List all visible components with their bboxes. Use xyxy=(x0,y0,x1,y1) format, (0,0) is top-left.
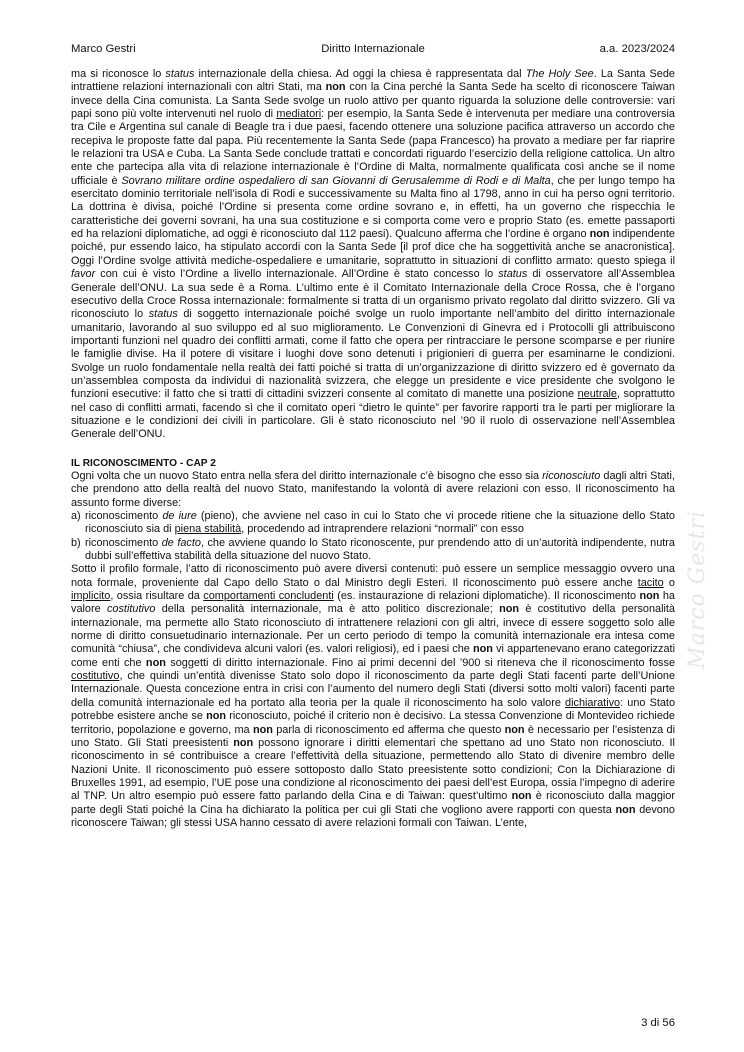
header-year: a.a. 2023/2024 xyxy=(599,43,675,55)
list-item xyxy=(71,537,675,564)
page-content xyxy=(71,68,675,830)
paragraph-soggetti-internazionali: ma si riconosce lo status internazionale della chiesa. Ad oggi la chiesa è rappresentata dal The Holy See. La Santa Sede intrattiene relazioni internazionali con altri Stati, ma non con la Cina perché la Santa Sede ha scelto di riconoscere Taiwan invece della Cina comunista. La Santa Sede svolge un ruolo attivo per quanto riguarda la soluzione delle controversie: vari papi sono più volte intervenuti nel ruolo di mediatori: per esempio, la Santa Sede è intervenuta per mediare una controversia tra Cile e Argentina sul canale di Beagle tra i due paesi, facendo ottenere una soluzione pacifica attraverso un accordo che recepiva le proposte fatte dal papa. Più recentemente la Santa Sede (papa Francesco) ha provato a mediare per far riaprire le relazioni tra USA e Cuba. La Santa Sede conclude trattati e concordati riguardo l’esercizio della religione cattolica. Un altro ente che partecipa alla vita di relazione internazionale è l’Ordine di Malta, normalmente qualificata così anche se il nome ufficiale è Sovrano militare ordine ospedaliero di san Giovanni di Gerusalemme di Rodi e di Malta, che per lungo tempo ha esercitato dominio territoriale nell’isola di Rodi e successivamente su Malta fino al 1798, anno in cui ha perso ogni territorio. La dottrina è divisa, poiché l’Ordine si presenta come ordine sovrano e, in effetti, ha un governo che rispecchia le caratteristiche dei governi sovrani, ha una sua costituzione e si comporta come vero e proprio Stato (es. emette passaporti ed ha relazioni diplomatiche, ad oggi è riconosciuto dal 112 paesi). Qualcuno afferma che l’ordine è organo non indipendente poiché, pur essendo laico, ha stipulato accordi con la Santa Sede [il prof dice che ha soggettività anche se anacronistica]. Oggi l’Ordine svolge attività mediche-ospedaliere e umanitarie, soprattutto in situazioni di conflitto armato: questo spiega il favor con cui è visto l’Ordine a livello internazionale. All’Ordine è stato concesso lo status di osservatore all’Assemblea Generale dell’ONU. La sua sede è a Roma. L’ultimo ente è il Comitato Internazionale della Croce Rossa, che è l’organo esecutivo della Croce Rossa internazionale: formalmente si tratta di un organismo privato regolato dal diritto svizzero. Gli va riconosciuto lo status di soggetto internazionale poiché svolge un ruolo importante nell’ambito del diritto internazionale umanitario, lavorando al suo sviluppo ed al suo miglioramento. Le Convenzioni di Ginevra ed i Protocolli gli attribuiscono importanti funzioni nel quadro dei conflitti armati, come il fatto che opera per rintracciare le persone scomparse e per riunire le famiglie divise. Ha il potere di visitare i luoghi dove sono detenuti i prigionieri di guerra per esaminarne le condizioni. Svolge un ruolo fondamentale nella realtà dei fatti poiché si tratta di un’organizzazione di diritto svizzero ed è governato da un’assemblea composta da individui di nazionalità svizzera, che elegge un presidente e vice presidente che svolgono le funzioni esecutive: il fatto che si tratti di cittadini svizzeri consente al comitato di manette una posizione neutrale, soprattutto nel caso di conflitti armati, facendo sì che il comitato operi “dietro le quinte” per favorire rapporti tra le parti per migliorare la situazione e le condizioni dei civili in particolare. Gli è stato riconosciuto nel ’90 il ruolo di osservazione nell’Assemblea Generale dell’ONU. xyxy=(71,68,675,441)
page-header xyxy=(71,42,675,56)
page-number: 3 di 56 xyxy=(641,1017,675,1029)
paragraph-intro: Ogni volta che un nuovo Stato entra nella sfera del diritto internazionale c’è bisogno che esso sia riconosciuto dagli altri Stati, che prendono atto della realtà del nuovo Stato, manifestando la volontà di avere relazioni con esso. Il riconoscimento ha assunto forme diverse: xyxy=(71,469,675,509)
document-page xyxy=(71,0,710,1052)
list-item-text: riconoscimento de iure (pieno), che avviene nel caso in cui lo Stato che vi procede ritiene che la situazione dello Stato riconosciuto sia di piena stabilità, procedendo ad intraprendere relazioni “normali” con esso xyxy=(85,510,675,536)
list-marker: a) xyxy=(71,510,81,522)
list-item-text: riconoscimento de facto, che avviene quando lo Stato riconoscente, pur prendendo atto di un’autorità indipendente, nutra dubbi sull’effettiva stabilità della situazione del nuovo Stato. xyxy=(85,536,675,563)
watermark xyxy=(683,510,723,730)
watermark-text: Marco Gestri xyxy=(685,510,710,669)
header-author: Marco Gestri xyxy=(71,43,136,55)
paragraph-body: Sotto il profilo formale, l’atto di riconoscimento può avere diversi contenuti: può essere un semplice messaggio ovvero una nota formale, proveniente dal Capo dello Stato o dal Ministro degli Esteri. Il riconoscimento può essere anche tacito o implicito, ossia risultare da comportamenti concludenti (es. instaurazione di relazioni diplomatiche). Il riconoscimento non ha valore costitutivo della personalità internazionale, ma è atto politico discrezionale; non è costitutivo della personalità internazionale, ma permette allo Stato riconosciuto di intrattenere relazioni con gli altri, invece di essere soggetto solo alle norme di diritto consuetudinario internazionale. Per un certo periodo di tempo la comunità internazionale era intesa come comunità “chiusa”, che condivideva alcuni valori (es. valori religiosi), ed i paesi che non vi appartenevano erano categorizzati come enti che non soggetti di diritto internazionale. Fino ai primi decenni del ’900 si riteneva che il riconoscimento fosse costitutivo, che quindi un’entità divenisse Stato solo dopo il riconoscimento da parte degli Stati facenti parte dell’Unione Internazionale. Questa concezione entra in crisi con l’aumento del numero degli Stati (diversi sotto molti valori) facenti parte della comunità internazionale ed ha portato alla teoria per la quale il riconoscimento ha solo valore dichiarativo: uno Stato potrebbe esistere anche se non riconosciuto, poiché il criterio non è decisivo. La stessa Convenzione di Montevideo richiede territorio, popolazione e governo, ma non parla di riconoscimento ed afferma che questo non è necessario per l’esistenza di uno Stato. Gli Stati preesistenti non possono ignorare i diritti elementari che spettano ad uno Stato non riconosciuto. Il riconoscimento in sé contribuisce a creare l’effettività della situazione, permettendo allo Stato di divenire membro delle Nazioni Unite. Il riconoscimento può essere sottoposto dallo Stato preesistente sotto condizioni; Con la Dichiarazione di Bruxelles 1991, ad esempio, l’UE pose una condizione al riconoscimento dei paesi dell’est Europa, ossia l’impegno di aderire al TNP. Un altro esempio può essere fatto parlando della Cina e di Taiwan: quest’ultimo non è riconosciuto dalla maggior parte degli Stati poiché la Cina ha dichiarato la politica per cui gli Stati che vogliono avere rapporti con questa non devono riconoscere Taiwan; gli stessi USA hanno cessato di avere relazioni formali con Taiwan. L’ente, xyxy=(71,563,676,829)
list-item xyxy=(71,510,675,537)
list-marker: b) xyxy=(71,536,81,549)
header-course: Diritto Internazionale xyxy=(321,43,425,55)
section-heading: IL RICONOSCIMENTO - CAP 2 xyxy=(71,457,216,469)
